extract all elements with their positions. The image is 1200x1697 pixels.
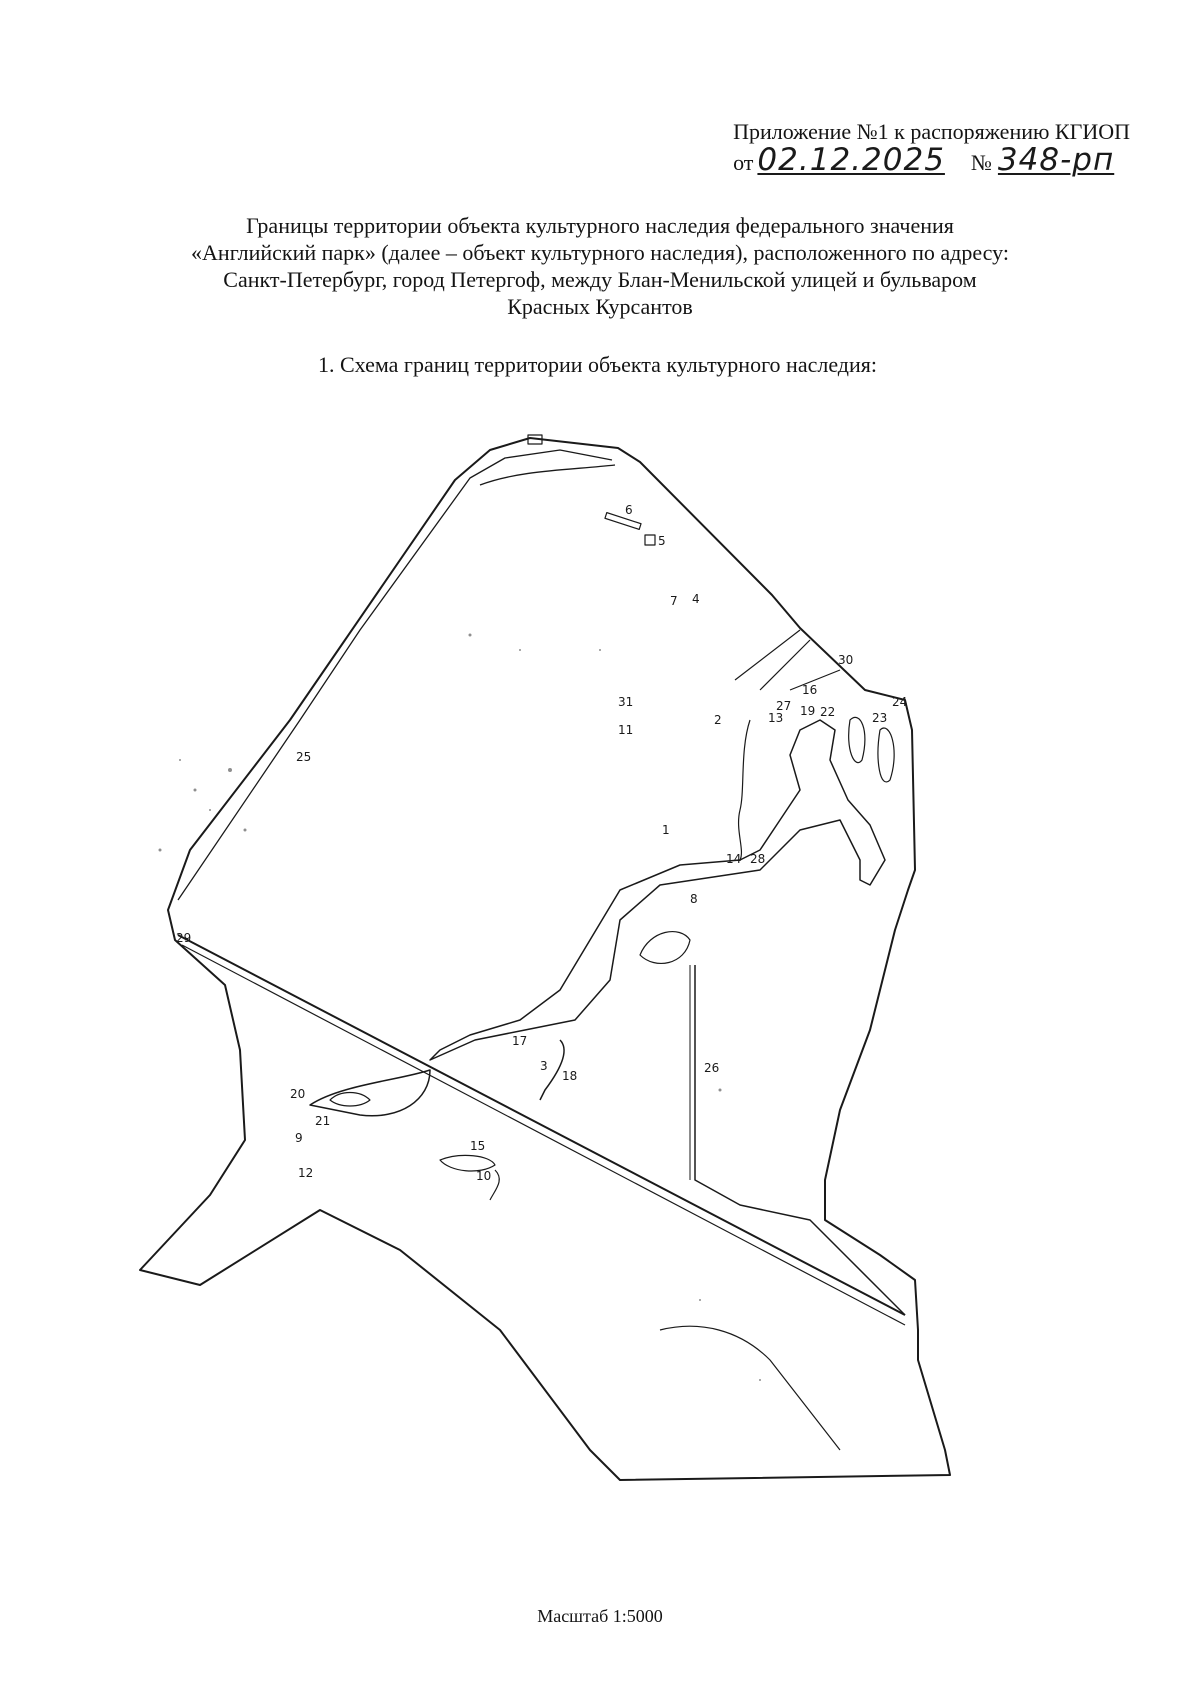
- pond-round: [640, 932, 690, 964]
- zone-label: 5: [658, 534, 666, 548]
- zone-label: 21: [315, 1114, 331, 1128]
- date-from-label: от: [733, 150, 754, 175]
- structure-6: [605, 513, 641, 530]
- stream-10: [490, 1170, 499, 1200]
- zone-label: 23: [872, 711, 888, 725]
- zone-label: 30: [838, 653, 854, 667]
- railway-line: [178, 935, 905, 1315]
- boundary-map: [130, 420, 1080, 1590]
- west-path: [178, 450, 612, 900]
- title-line-2: «Английский парк» (далее – объект культурного наследия), расположенного по адресу:: [191, 240, 1009, 265]
- handwritten-date: 02.12.2025: [757, 142, 945, 178]
- zone-label: 11: [618, 723, 634, 737]
- zone-label: 12: [298, 1166, 314, 1180]
- zone-label: 9: [295, 1131, 303, 1145]
- zone-label: 4: [692, 592, 700, 606]
- zone-label: 31: [618, 695, 634, 709]
- zone-label: 19: [800, 704, 816, 718]
- main-pond: [430, 720, 885, 1060]
- zone-numbers: [176, 503, 907, 1183]
- structure-5: [645, 535, 655, 545]
- title-line-4: Красных Курсантов: [507, 294, 693, 319]
- zone-label: 24: [892, 695, 908, 709]
- number-label: №: [970, 150, 992, 175]
- annex-title: Приложение №1 к распоряжению КГИОП: [733, 119, 1130, 144]
- zone-label: 6: [625, 503, 633, 517]
- zone-label: 18: [562, 1069, 578, 1083]
- zone-label: 8: [690, 892, 698, 906]
- map-scale: Масштаб 1:5000: [537, 1606, 663, 1626]
- handwritten-number: 348-рп: [997, 142, 1115, 178]
- pond-east: [849, 717, 865, 762]
- zone-label: 14: [726, 852, 742, 866]
- title-line-1: Границы территории объекта культурного наследия федерального значения: [246, 213, 954, 238]
- zone-label: 25: [296, 750, 312, 764]
- zone-label: 29: [176, 931, 192, 945]
- zone-label: 7: [670, 594, 678, 608]
- zone-label: 27: [776, 699, 792, 713]
- zone-label: 20: [290, 1087, 306, 1101]
- pond-island: [330, 1093, 370, 1107]
- zone-label: 15: [470, 1139, 486, 1153]
- scattered-markings: [159, 634, 762, 1382]
- pond-south: [310, 1070, 430, 1116]
- zone-label: 13: [768, 711, 784, 725]
- zone-label: 17: [512, 1034, 528, 1048]
- zone-label: 26: [704, 1061, 720, 1075]
- west-bank: [739, 720, 750, 860]
- section-heading: 1. Схема границ территории объекта культурного наследия:: [318, 352, 878, 377]
- zone-label: 2: [714, 713, 722, 727]
- zone-label: 22: [820, 705, 836, 719]
- northeast-roads: [735, 630, 840, 690]
- zone-label: 16: [802, 683, 818, 697]
- annex-header: [733, 118, 1130, 177]
- south-lower-road: [660, 1326, 840, 1450]
- zone-label: 1: [662, 823, 670, 837]
- pond-east-2: [878, 728, 894, 782]
- annex-date-line: [733, 142, 1130, 178]
- territory-boundary: [140, 438, 950, 1480]
- document-title: [0, 212, 1200, 320]
- zone-label: 10: [476, 1169, 492, 1183]
- channel-north: [480, 465, 615, 485]
- zone-label: 3: [540, 1059, 548, 1073]
- title-line-3: Санкт-Петербург, город Петергоф, между Блан-Менильской улицей и бульваром: [223, 267, 977, 292]
- zone-label: 28: [750, 852, 766, 866]
